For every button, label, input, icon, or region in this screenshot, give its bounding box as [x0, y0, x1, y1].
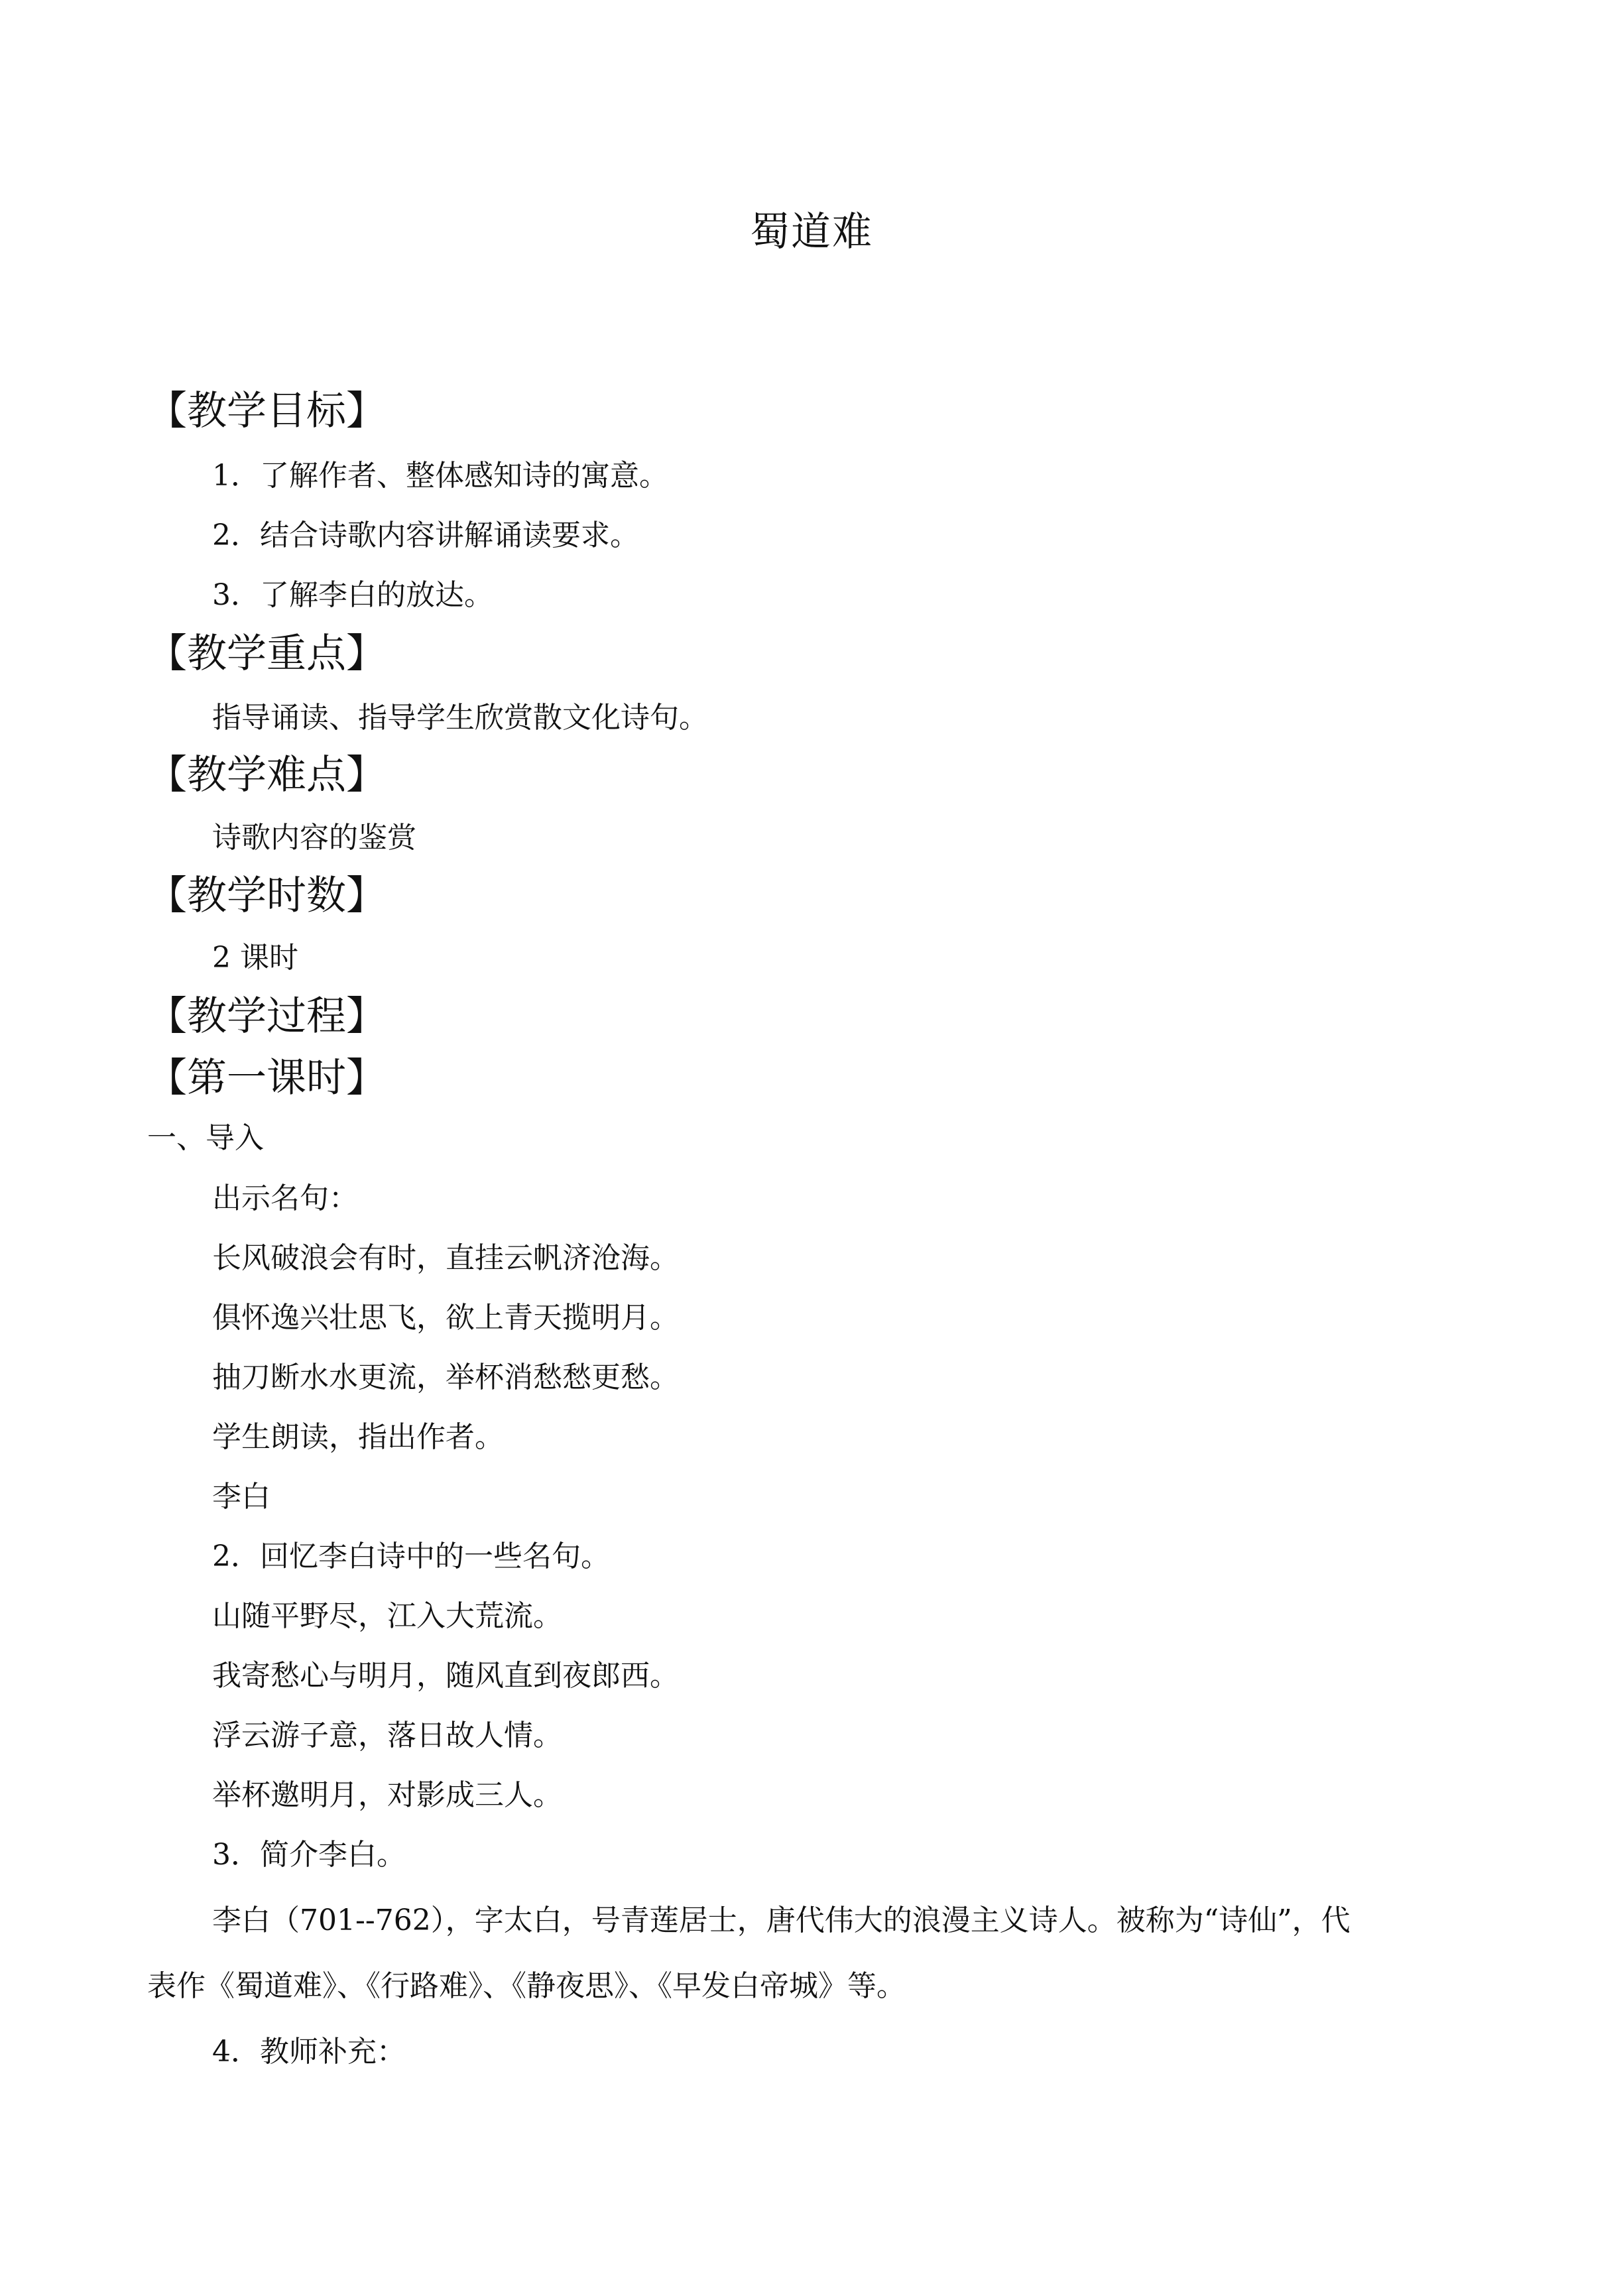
heading-key-points: 【教学重点】 [147, 631, 386, 677]
quote-line: 俱怀逸兴壮思飞，欲上青天揽明月。 [212, 1301, 679, 1335]
intro-line: 李白 [212, 1480, 270, 1514]
heading-hours: 【教学时数】 [147, 873, 386, 919]
heading-first-lesson: 【第一课时】 [147, 1055, 386, 1101]
section-intro: 一、导入 [147, 1121, 264, 1155]
hours-text: 2 课时 [212, 941, 298, 975]
key-points-text: 指导诵读、指导学生欣赏散文化诗句。 [212, 701, 708, 735]
heading-process: 【教学过程】 [147, 993, 386, 1040]
quote-line: 山随平野尽，江入大荒流。 [212, 1599, 562, 1633]
bio-paragraph-line: 李白（701--762），字太白，号青莲居士，唐代伟大的浪漫主义诗人。被称为“诗仙”，代 [212, 1903, 1351, 1937]
objective-item: 1．了解作者、整体感知诗的寓意。 [212, 459, 668, 493]
objective-item: 3．了解李白的放达。 [212, 578, 493, 612]
intro-line: 3．简介李白。 [212, 1838, 406, 1872]
quote-line: 抽刀断水水更流，举杯消愁愁更愁。 [212, 1360, 679, 1394]
intro-line: 4．教师补充： [212, 2035, 406, 2069]
heading-objectives: 【教学目标】 [147, 388, 386, 434]
quote-line: 举杯邀明月，对影成三人。 [212, 1778, 562, 1812]
document-title: 蜀道难 [750, 209, 873, 255]
intro-line: 出示名句： [212, 1181, 358, 1215]
intro-line: 学生朗读，指出作者。 [212, 1420, 504, 1454]
objective-item: 2．结合诗歌内容讲解诵读要求。 [212, 518, 639, 552]
heading-difficulties: 【教学难点】 [147, 752, 386, 798]
bio-paragraph-line: 表作《蜀道难》、《行路难》、《静夜思》、《早发白帝城》等。 [147, 1969, 906, 2003]
quote-line: 我寄愁心与明月，随风直到夜郎西。 [212, 1659, 679, 1693]
quote-line: 浮云游子意，落日故人情。 [212, 1719, 562, 1752]
intro-line: 2．回忆李白诗中的一些名句。 [212, 1540, 610, 1573]
quote-line: 长风破浪会有时，直挂云帆济沧海。 [212, 1241, 679, 1275]
difficulties-text: 诗歌内容的鉴赏 [212, 821, 416, 855]
